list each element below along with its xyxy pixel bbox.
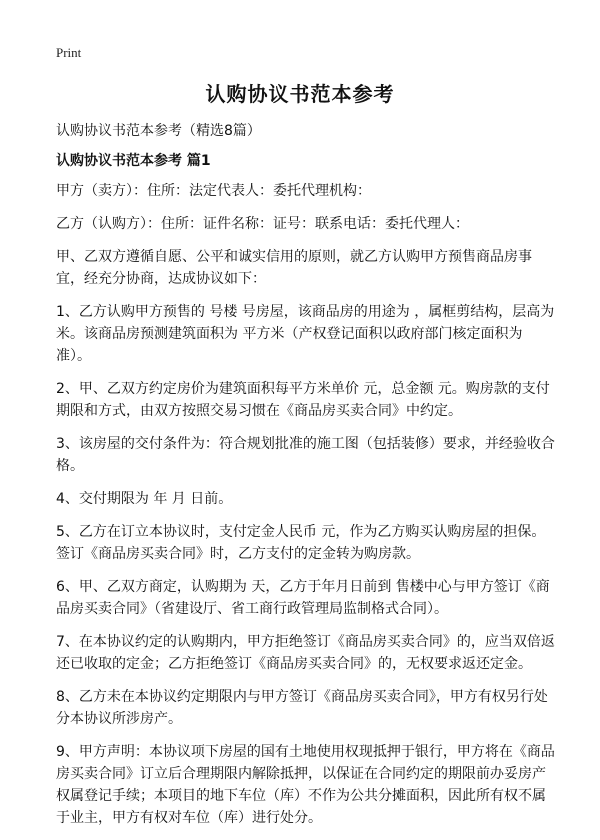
clause-9: 9、甲方声明：本协议项下房屋的国有土地使用权现抵押于银行，甲方将在《商品房买卖合同》订立后合理期限内解除抵押，以保证在合同约定的期限前办妥房产权属登记手续；本项目的地下车位（库）不作为公共分摊面积，因此所有权不属于业主，甲方有权对车位（库）进行处分。 xyxy=(56,744,555,826)
party-a-line: 甲方（卖方）：住所：法定代表人：委托代理机构： xyxy=(56,183,371,199)
clause-8: 8、乙方未在本协议约定期限内与甲方签订《商品房买卖合同》，甲方有权另行处分本协议所涉房产。 xyxy=(56,689,548,727)
clause-2: 2、甲、乙双方约定房价为建筑面积每平方米单价 元，总金额 元。购房款的支付期限和方式，由双方按照交易习惯在《商品房买卖合同》中约定。 xyxy=(56,381,550,419)
document-body xyxy=(56,180,556,840)
section-heading: 认购协议书范本参考 篇1 xyxy=(56,153,211,169)
clause-1: 1、乙方认购甲方预售的 号楼 号房屋，该商品房的用途为 ，属框剪结构，层高为 米。该商品房预测建筑面积为 平方米（产权登记面积以政府部门核定面积为准）。 xyxy=(56,304,555,364)
party-b-line: 乙方（认购方）：住所：证件名称：证号：联系电话：委托代理人： xyxy=(56,216,469,232)
document-subtitle: 认购协议书范本参考（精选8篇） xyxy=(56,123,261,139)
print-label[interactable]: Print xyxy=(56,45,82,60)
clause-4: 4、交付期限为 年 月 日前。 xyxy=(56,491,233,507)
clause-6: 6、甲、乙双方商定，认购期为 天，乙方于年月日前到 售楼中心与甲方签订《商品房买卖合同》（省建设厅、省工商行政管理局监制格式合同）。 xyxy=(56,579,550,617)
clause-3: 3、该房屋的交付条件为：符合规划批准的施工图（包括装修）要求，并经验收合格。 xyxy=(56,436,555,474)
clause-5: 5、乙方在订立本协议时，支付定金人民币 元，作为乙方购买认购房屋的担保。签订《商品房买卖合同》时，乙方支付的定金转为购房款。 xyxy=(56,524,546,562)
preamble-paragraph: 甲、乙双方遵循自愿、公平和诚实信用的原则，就乙方认购甲方预售商品房事宜，经充分协商，达成协议如下： xyxy=(56,249,532,287)
clause-7: 7、在本协议约定的认购期内，甲方拒绝签订《商品房买卖合同》的，应当双倍返还已收取的定金；乙方拒绝签订《商品房买卖合同》的，无权要求返还定金。 xyxy=(56,634,555,672)
document-title: 认购协议书范本参考 xyxy=(205,82,395,106)
